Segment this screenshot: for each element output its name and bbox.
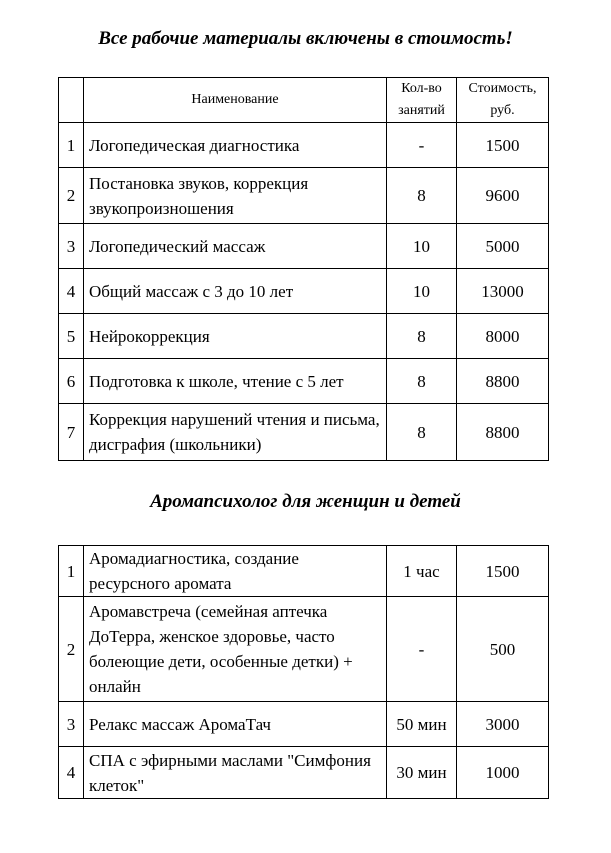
row-num: 3 — [59, 702, 84, 747]
row-num: 5 — [59, 314, 84, 359]
table-row — [59, 314, 549, 359]
row-price: 5000 — [457, 224, 549, 269]
row-qty: 50 мин — [387, 702, 457, 747]
row-qty: - — [387, 597, 457, 702]
row-num: 4 — [59, 269, 84, 314]
row-qty: 8 — [387, 168, 457, 224]
row-qty: - — [387, 123, 457, 168]
section-title-materials: Все рабочие материалы включены в стоимость! — [98, 28, 513, 49]
table-row — [59, 702, 549, 747]
header-price-line2: руб. — [490, 103, 515, 118]
row-num: 1 — [59, 123, 84, 168]
row-name: Нейрокоррекция — [84, 314, 387, 359]
row-price: 13000 — [457, 269, 549, 314]
row-price: 8000 — [457, 314, 549, 359]
header-num — [59, 78, 84, 123]
row-price: 9600 — [457, 168, 549, 224]
row-price: 500 — [457, 597, 549, 702]
row-name: СПА с эфирными маслами "Симфония клеток" — [84, 747, 387, 799]
row-qty: 10 — [387, 269, 457, 314]
row-num: 6 — [59, 359, 84, 404]
row-price: 8800 — [457, 359, 549, 404]
row-name: Подготовка к школе, чтение с 5 лет — [84, 359, 387, 404]
row-qty: 1 час — [387, 546, 457, 597]
row-qty: 10 — [387, 224, 457, 269]
table-row — [59, 168, 549, 224]
header-qty-line2: занятий — [398, 103, 445, 118]
table-row — [59, 123, 549, 168]
row-qty: 30 мин — [387, 747, 457, 799]
services-table — [58, 77, 549, 461]
row-num: 7 — [59, 404, 84, 461]
table-row — [59, 597, 549, 702]
row-qty: 8 — [387, 404, 457, 461]
row-price: 1500 — [457, 546, 549, 597]
row-price: 1000 — [457, 747, 549, 799]
row-num: 4 — [59, 747, 84, 799]
table-row — [59, 224, 549, 269]
row-name: Логопедический массаж — [84, 224, 387, 269]
aroma-services-table — [58, 545, 549, 799]
table-row — [59, 269, 549, 314]
row-name: Постановка звуков, коррекция звукопроизношения — [84, 168, 387, 224]
row-num: 2 — [59, 597, 84, 702]
header-qty-line1: Кол-во — [401, 81, 442, 96]
row-num: 1 — [59, 546, 84, 597]
section-title-aromapsychologist: Аромапсихолог для женщин и детей — [150, 491, 461, 512]
row-qty: 8 — [387, 359, 457, 404]
header-price — [457, 78, 549, 123]
row-name: Релакс массаж АромаТач — [84, 702, 387, 747]
row-name: Аромавстреча (семейная аптечка ДоТерра, женское здоровье, часто болеющие дети, особенные детки) + онлайн — [84, 597, 387, 702]
header-name: Наименование — [84, 78, 387, 123]
table-row — [59, 404, 549, 461]
table-row — [59, 546, 549, 597]
row-price: 1500 — [457, 123, 549, 168]
row-price: 8800 — [457, 404, 549, 461]
row-name: Коррекция нарушений чтения и письма, дисграфия (школьники) — [84, 404, 387, 461]
table-row — [59, 747, 549, 799]
row-price: 3000 — [457, 702, 549, 747]
table-row — [59, 359, 549, 404]
row-name: Общий массаж с 3 до 10 лет — [84, 269, 387, 314]
row-name: Аромадиагностика, создание ресурсного аромата — [84, 546, 387, 597]
row-num: 2 — [59, 168, 84, 224]
row-name: Логопедическая диагностика — [84, 123, 387, 168]
header-qty — [387, 78, 457, 123]
header-price-line1: Стоимость, — [468, 81, 537, 96]
row-num: 3 — [59, 224, 84, 269]
table-header-row — [59, 78, 549, 123]
row-qty: 8 — [387, 314, 457, 359]
